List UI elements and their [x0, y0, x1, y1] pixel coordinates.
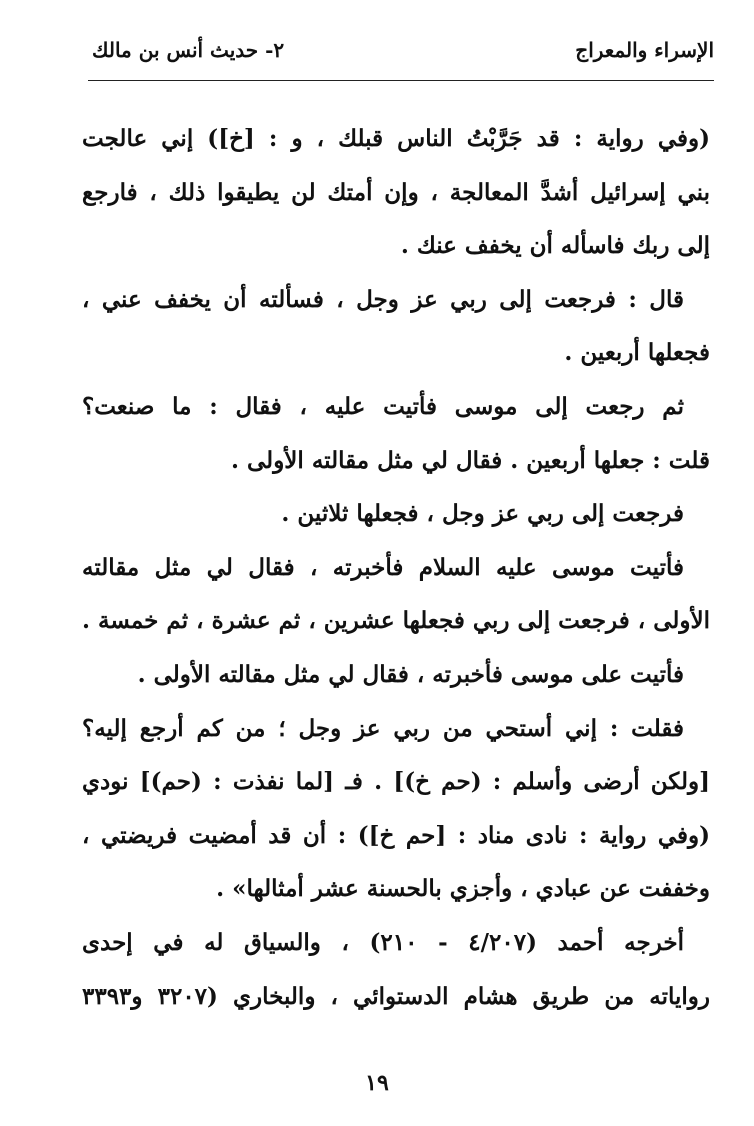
- text-line: فأتيت على موسى فأخبرته ، فقال لي مثل مقالته الأولى .: [137, 660, 684, 688]
- text-line: قلت : جعلها أربعين . فقال لي مثل مقالته الأولى .: [231, 446, 710, 474]
- text-line: أخرجه أحمد (٤/٢٠٧ - ٢١٠) ، والسياق له في إحدى: [82, 928, 684, 956]
- text-line: فأتيت موسى عليه السلام فأخبرته ، فقال لي مثل مقالته: [82, 553, 684, 581]
- text-line: قال : فرجعت إلى ربي عز وجل ، فسألته أن يخفف عني ،: [82, 285, 684, 313]
- text-line: (وفي رواية : نادى مناد : [حم خ]) : أن قد أمضيت فريضتي ،: [82, 821, 710, 849]
- page-body-text: [82, 112, 710, 1023]
- text-line: وخففت عن عبادي ، وأجزي بالحسنة عشر أمثالها» .: [216, 875, 710, 903]
- text-line: بني إسرائيل أشدَّ المعالجة ، وإن أمتك لن يطيقوا ذلك ، فارجع: [82, 178, 710, 206]
- running-header-chapter-title: ٢- حديث أنس بن مالك: [92, 38, 285, 62]
- text-line: فرجعت إلى ربي عز وجل ، فجعلها ثلاثين .: [281, 500, 684, 528]
- text-line: [ولكن أرضى وأسلم : (حم خ)] . فـ [لما نفذت : (حم)] نودي: [82, 768, 710, 796]
- text-line: الأولى ، فرجعت إلى ربي فجعلها عشرين ، ثم عشرة ، ثم خمسة .: [82, 607, 710, 635]
- text-line: (وفي رواية : قد جَرَّبْتُ الناس قبلك ، و : [خ]) إني عالجت: [82, 125, 710, 152]
- running-header-book-title: الإسراء والمعراج: [575, 38, 714, 62]
- text-line: فجعلها أربعين .: [564, 339, 710, 367]
- text-line: إلى ربك فاسأله أن يخفف عنك .: [400, 232, 710, 260]
- page-number: ١٩: [365, 1070, 389, 1096]
- text-line: فقلت : إني أستحي من ربي عز وجل ؛ من كم أرجع إليه؟: [82, 714, 684, 742]
- header-rule: [88, 80, 714, 81]
- text-line: رواياته من طريق هشام الدستوائي ، والبخاري (٣٢٠٧ و٣٣٩٣: [82, 982, 710, 1010]
- text-line: ثم رجعت إلى موسى فأتيت عليه ، فقال : ما صنعت؟: [82, 392, 684, 420]
